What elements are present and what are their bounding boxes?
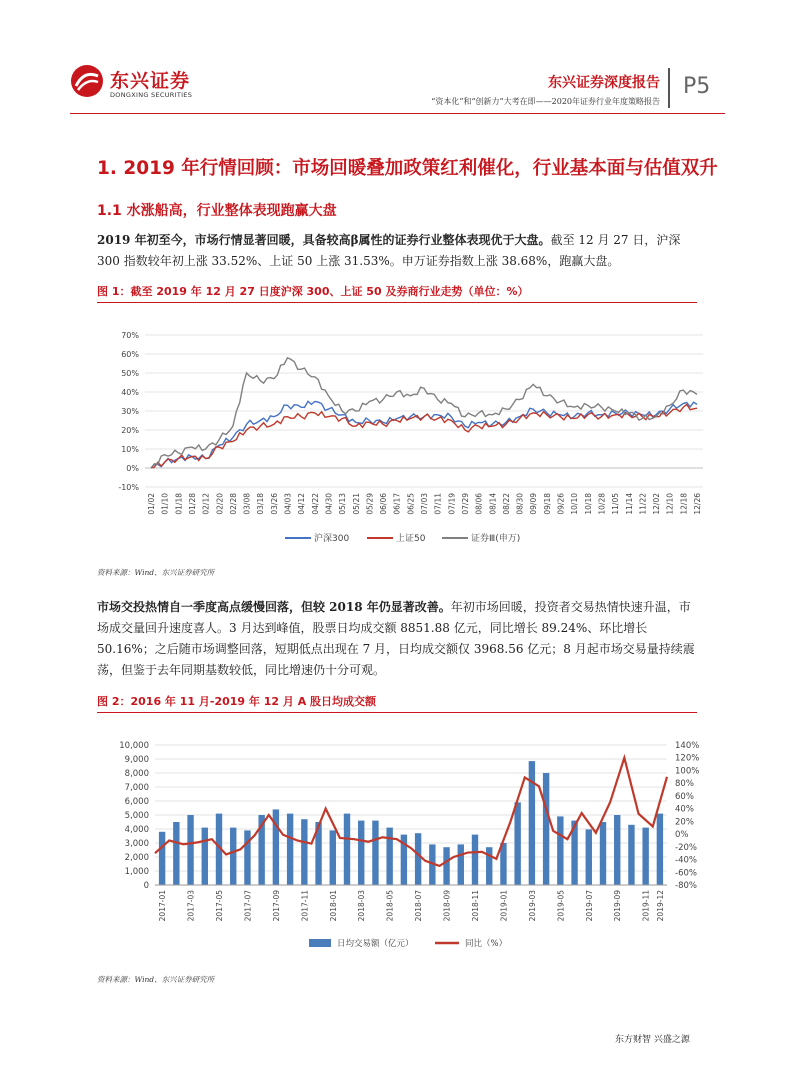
x-tick-label: 2019-05 [556,890,566,922]
x-tick-label: 2018-07 [414,890,424,922]
figure-2-title: 图 2：2016 年 11 月-2019 年 12 月 A 股日均成交额 [97,695,377,708]
paragraph-2-lead: 市场交投热情自一季度高点缓慢回落，但较 2018 年仍显著改善。 [97,600,451,614]
y2-tick-label: 40% [675,804,694,815]
report-subtitle: “资本化”和“创新力”大考在即——2020年证券行业年度策略报告 [431,97,660,106]
x-tick-label: 04/03 [283,493,293,515]
x-tick-label: 10/18 [583,493,593,515]
x-tick-label: 07/11 [433,493,443,515]
header-divider [668,68,670,108]
y-tick-label: 2,000 [124,853,149,863]
bar [614,815,620,885]
y-tick-label: 40% [121,388,139,397]
x-tick-label: 2019-07 [584,890,594,922]
y2-tick-label: 80% [675,779,694,790]
y2-tick-label: 140% [675,741,700,751]
x-tick-label: 2018-11 [471,890,480,922]
y2-tick-label: 60% [675,791,694,802]
legend-label: 上证50 [396,534,426,544]
x-tick-label: 12/02 [652,493,662,515]
bar [244,830,250,885]
x-tick-label: 05/21 [351,493,361,515]
x-tick-label: 2017-11 [300,890,310,922]
y2-tick-label: -80% [675,881,697,891]
logo-text-en: DONGXING SECURITIES [110,91,193,99]
x-tick-label: 2017-01 [158,890,168,922]
bar [173,822,179,885]
figure-1-title: 图 1：截至 2019 年 12 月 27 日度沪深 300、上证 50 及券商行业走势（单位：%） [97,285,529,298]
y-tick-label: 50% [121,369,139,378]
paragraph-2 [97,597,697,681]
x-tick-label: 05/13 [338,493,348,515]
x-tick-label: 03/18 [256,493,266,515]
paragraph-2-body: 年初市场回暖，投资者交易热情快速升温，市场成交量回升速度喜人。3 月达到峰值，股票日均成交额 8851.88 亿元，同比增长 89.24%、环比增长 50.16%；之后随市场调整回落，短期低点出现在 7 月，日均成交额仅 3968.56 亿元；8 月起市场交易量持续震荡，但鉴于去年同期基数较低，同比增速仍十分可观。 [97,600,695,677]
y-tick-label: 3,000 [124,839,149,849]
x-tick-label: 01/02 [147,493,156,515]
x-tick-label: 2017-07 [243,890,253,922]
bar [386,828,392,885]
page-number: P5 [683,74,711,99]
y-tick-label: 8,000 [124,769,149,779]
x-tick-label: 02/20 [215,493,225,515]
x-tick-label: 12/10 [665,493,675,515]
bar [458,844,464,885]
legend-label: 同比（%） [465,939,508,949]
x-tick-label: 12/18 [679,493,689,515]
bar [628,825,634,885]
figure-1-source: 资料来源：Wind、东兴证券研究所 [97,568,215,577]
x-tick-label: 04/12 [297,493,307,515]
x-tick-label: 03/08 [242,493,252,515]
bar [514,802,520,885]
x-tick-label: 10/10 [570,493,580,515]
x-tick-label: 08/14 [488,493,498,515]
x-tick-label: 01/28 [187,493,197,515]
bar [344,814,350,885]
y-tick-label: 0% [126,464,139,473]
x-tick-label: 07/19 [447,493,457,515]
y-tick-label: 0 [143,881,149,891]
x-tick-label: 08/06 [474,493,484,515]
y-tick-label: 10% [121,445,139,454]
x-tick-label: 2017-05 [215,890,224,922]
x-tick-label: 05/29 [365,493,375,515]
y2-tick-label: 20% [675,817,694,828]
bar [372,821,378,885]
bar [486,847,492,885]
y-tick-label: 10,000 [119,741,149,751]
bar [557,816,563,885]
bar [301,819,307,885]
x-tick-label: 01/18 [174,493,184,515]
bar [543,773,549,885]
x-tick-label: 06/06 [379,493,389,515]
bar [358,821,364,885]
bar [443,847,449,885]
x-tick-label: 04/22 [310,493,320,515]
line-chart-trends [97,325,707,550]
bar [415,833,421,885]
x-tick-label: 2018-03 [357,890,367,922]
x-tick-label: 09/18 [542,493,552,515]
figure-2-source: 资料来源：Wind、东兴证券研究所 [97,975,215,984]
bar [159,832,165,885]
y-tick-label: 6,000 [124,797,149,807]
x-tick-label: 09/26 [556,493,566,515]
x-tick-label: 06/17 [392,493,402,515]
legend-label: 日均交易额（亿元） [337,939,414,949]
x-tick-label: 02/12 [201,493,211,515]
x-tick-label: 07/03 [420,493,429,515]
x-tick-label: 06/25 [406,493,416,515]
x-tick-label: 2018-01 [328,890,338,922]
y-tick-label: 70% [121,331,139,340]
x-tick-label: 2019-12 [655,890,665,922]
y-tick-label: 1,000 [124,867,149,877]
y2-tick-label: 120% [675,753,700,764]
y-tick-label: -10% [118,483,139,492]
bar [586,829,592,885]
x-tick-label: 2019-09 [613,890,623,922]
x-tick-label: 02/28 [228,493,238,515]
paragraph-1 [97,230,697,272]
x-tick-label: 2017-03 [186,890,196,922]
bar [330,830,336,885]
y-tick-label: 20% [121,426,139,435]
bar [642,828,648,885]
y-tick-label: 30% [121,407,139,416]
x-tick-label: 03/26 [269,493,279,515]
bar [657,814,663,885]
x-tick-label: 01/10 [160,493,170,515]
y-tick-label: 9,000 [124,755,149,765]
x-tick-label: 12/26 [693,493,702,515]
subsection-heading: 1.1 水涨船高，行业整体表现跑赢大盘 [97,203,337,219]
header-rule [70,113,725,114]
x-tick-label: 10/28 [597,493,607,515]
bar [287,814,293,885]
x-tick-label: 11/05 [611,493,621,515]
paragraph-1-lead: 2019 年初至今，市场行情显著回暖，具备较高β属性的证券行业整体表现优于大盘。 [97,233,551,247]
legend-label: 沪深300 [314,534,350,544]
x-tick-label: 04/30 [324,493,334,515]
figure-2-rule [97,712,697,713]
legend-swatch [309,939,331,947]
x-tick-label: 11/14 [624,493,634,515]
logo-text-cn: 东兴证券 [110,70,191,92]
logo-emblem-icon [70,64,104,98]
y-tick-label: 4,000 [124,825,149,835]
figure-1-rule [97,302,697,303]
y-tick-label: 60% [121,350,139,359]
y2-tick-label: -60% [675,868,697,879]
bar [202,828,208,885]
series-line [151,404,697,468]
x-tick-label: 11/22 [638,493,648,515]
section-heading: 1. 2019 年行情回顾：市场回暖叠加政策红利催化，行业基本面与估值双升 [97,158,718,179]
x-tick-label: 2018-09 [442,890,452,922]
bar-line-chart-volume [97,733,707,958]
x-tick-label: 08/22 [501,493,511,515]
paragraph-1-body: 截至 12 月 27 日，沪深 300 指数较年初上涨 33.52%、上证 50 上涨 31.53%。申万证券指数上涨 38.68%，跑赢大盘。 [97,233,681,268]
y2-tick-label: 100% [675,766,700,777]
legend-label: 证券Ⅲ(申万) [471,534,521,544]
report-name: 东兴证券深度报告 [548,75,660,91]
x-tick-label: 2019-11 [641,890,651,922]
x-tick-label: 2018-05 [385,890,395,922]
footer-slogan: 东方财智 兴盛之源 [615,1035,690,1045]
y2-tick-label: -40% [675,855,697,866]
y-tick-label: 5,000 [124,811,149,821]
bar [472,835,478,885]
y-tick-label: 7,000 [124,783,149,793]
x-tick-label: 2017-09 [271,890,281,922]
bar [187,815,193,885]
x-tick-label: 2019-01 [499,890,509,922]
y2-tick-label: 0% [675,830,689,841]
x-tick-label: 07/29 [460,493,470,515]
bar [600,822,606,885]
bar [500,843,506,885]
x-tick-label: 08/30 [515,493,525,515]
bar [230,828,236,885]
x-tick-label: 2019-03 [527,890,537,922]
y2-tick-label: -20% [675,842,697,853]
x-tick-label: 09/09 [529,493,539,515]
